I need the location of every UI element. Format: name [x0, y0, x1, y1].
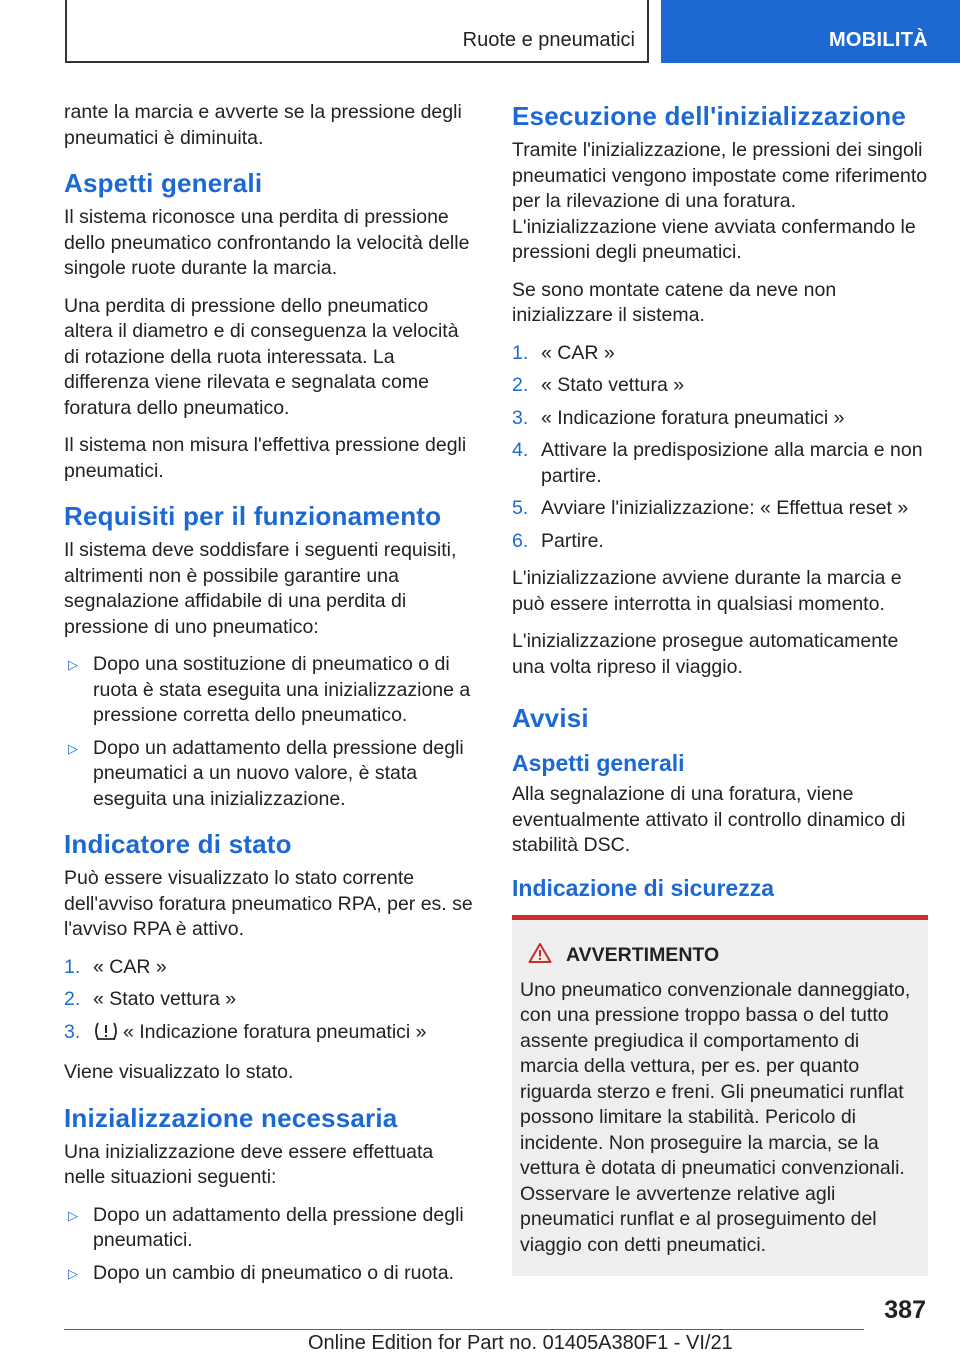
section-tab [65, 0, 649, 63]
status-steps [64, 955, 476, 1049]
heading-init-needed: Inizializzazione necessaria [64, 1102, 398, 1133]
warning-header [520, 942, 920, 970]
list-item: ▷ Dopo una sostituzione di pneumatico o di ruota è stata eseguita una inizializzazione a pressione corretta dello pneumatico. [68, 653, 471, 726]
step-item: 5. Avviare l'inizializzazione: « Effettua reset » [512, 497, 909, 519]
chapter-tab [661, 0, 960, 63]
heading-notices: Avvisi [512, 703, 589, 733]
heading-general: Aspetti generali [64, 168, 263, 198]
init-needed-list [64, 1203, 476, 1287]
triangle-bullet-icon: ▷ [68, 657, 78, 672]
step-item: 1. « CAR » [64, 955, 167, 978]
triangle-bullet-icon: ▷ [68, 740, 78, 756]
requirements-list [64, 652, 476, 812]
subheading-safety: Indicazione di sicurezza [512, 874, 775, 901]
paragraph: Tramite l'inizializzazione, le pressioni dei singoli pneumatici vengono impostate come riferimento per la rilevazione di una foratura. L'inizializzazione viene avviata confermando le pressioni degli pneumatici. [512, 139, 928, 263]
paragraph: L'inizializzazione prosegue automaticamente una volta ripreso il viaggio. [512, 630, 899, 678]
warning-label: AVVERTIMENTO [566, 944, 720, 966]
paragraph: Il sistema riconosce una perdita di pressione dello pneumatico confrontando la velocità delle singole ruote durante la marcia. [64, 206, 470, 279]
footer-divider [64, 1329, 864, 1330]
paragraph: Una inizializzazione deve essere effettuata nelle situazioni seguenti: [64, 1140, 434, 1188]
warning-triangle-icon [520, 942, 566, 970]
section-title: Ruote e pneumatici [462, 29, 635, 51]
paragraph: Alla segnalazione di una foratura, viene eventualmente attivato il controllo dinamico di stabilità DSC. [512, 783, 906, 856]
execution-steps [512, 341, 928, 555]
paragraph: Può essere visualizzato lo stato corrente dell'avviso foratura pneumatico RPA, per es. se l'avviso RPA è attivo. [64, 867, 473, 940]
list-item: ▷ Dopo un cambio di pneumatico o di ruota. [64, 1261, 476, 1287]
right-column [512, 100, 928, 1276]
left-column [64, 100, 476, 1298]
step-item: 6. Partire. [512, 529, 604, 552]
list-item: ▷ Dopo un adattamento della pressione degli pneumatici. [68, 1203, 464, 1251]
step-item: 3. « Indicazione foratura pneumatici » [512, 406, 845, 429]
subheading-general: Aspetti generali [512, 750, 685, 776]
step-item: 2. « Stato vettura » [64, 988, 237, 1010]
paragraph: L'inizializzazione avviene durante la marcia e può essere interrotta in qualsiasi momento. [512, 567, 902, 615]
heading-status: Indicatore di stato [64, 829, 292, 859]
triangle-bullet-icon: ▷ [68, 1207, 78, 1223]
intro-paragraph: rante la marcia e avverte se la pressione degli pneumatici è diminuita. [64, 101, 462, 149]
tire-pressure-warning-icon [93, 1021, 119, 1049]
page-header [0, 0, 960, 66]
paragraph: Il sistema non misura l'effettiva pressione degli pneumatici. [64, 434, 467, 482]
step-item: 4. Attivare la predisposizione alla marcia e non partire. [512, 439, 923, 487]
warning-box [512, 915, 928, 1277]
chapter-title: MOBILITÀ [828, 29, 928, 51]
paragraph: Se sono montate catene da neve non inizializzare il sistema. [512, 278, 837, 326]
page-number: 387 [884, 1296, 926, 1324]
step-item: 1. « CAR » [512, 341, 615, 364]
heading-execution: Esecuzione dell'inizializzazione [512, 101, 907, 131]
warning-text: Uno pneumatico convenzionale danneggiato, con una pressione troppo bassa o del tutto assente pregiudica il comportamento di marcia della vettura, per es. per quanto riguarda sterzo e freni. Gli pneumatici runflat possono limitare la stabilità. Pericolo di incidente. Non proseguire la marcia, se la vettura è dotata di pneumatici convenzionali. Osservare le avvertenze relative agli pneumatici runflat e al proseguimento del viaggio con detti pneumatici. [520, 978, 911, 1256]
paragraph: Viene visualizzato lo stato. [64, 1061, 294, 1083]
paragraph: Il sistema deve soddisfare i seguenti requisiti, altrimenti non è possibile garantire una segnalazione affidabile di una perdita di pressione di uno pneumatico: [64, 539, 457, 638]
list-item: ▷ Dopo un adattamento della pressione degli pneumatici a un nuovo valore, è stata eseguita una inizializzazione. [68, 736, 464, 810]
step-item: 2. « Stato vettura » [512, 374, 685, 396]
triangle-bullet-icon: ▷ [68, 1265, 78, 1281]
heading-requirements: Requisiti per il funzionamento [64, 501, 442, 531]
paragraph: Una perdita di pressione dello pneumatico altera il diametro e di conseguenza la velocità di rotazione della ruota interessata. La differenza viene rilevata e segnalata come foratura dello pneumatico. [64, 294, 459, 419]
footer-edition: Online Edition for Part no. 01405A380F1 - VI/21 [308, 1332, 733, 1354]
step-item: 3. « Indicazione foratura pneumatici » [64, 1020, 476, 1049]
